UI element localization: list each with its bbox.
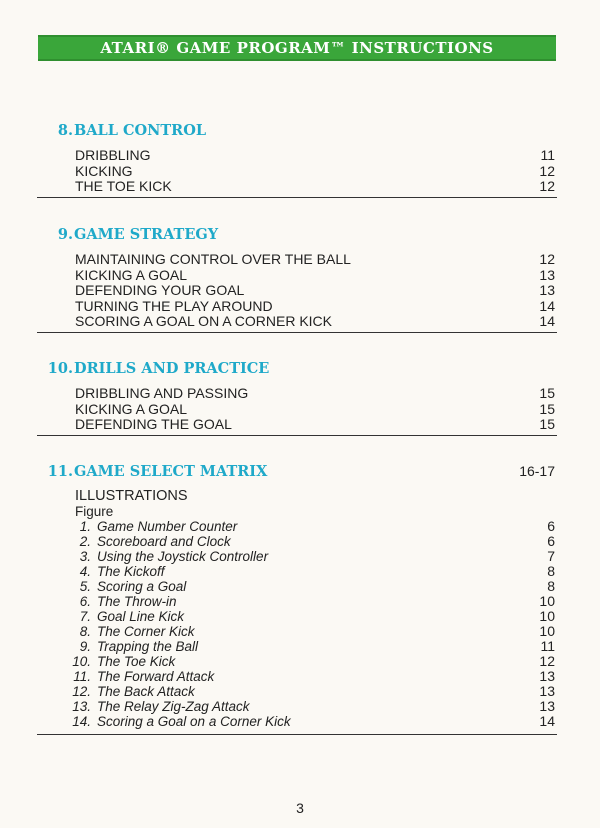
toc-label: KICKING A GOAL	[75, 400, 188, 417]
toc-label: DRIBBLING AND PASSING	[75, 385, 249, 401]
illustrations-heading: ILLUSTRATIONS	[75, 488, 188, 504]
figure-number: 4.	[79, 564, 91, 579]
figure-page: 11	[540, 638, 555, 654]
toc-row	[75, 417, 557, 433]
toc-page: 15	[539, 385, 555, 401]
figure-title: The Throw-in	[97, 594, 177, 609]
section-drills-and-practice	[37, 360, 557, 433]
figure-page: 10	[539, 593, 555, 609]
section-divider	[37, 332, 557, 333]
figure-label: Figure	[75, 504, 114, 519]
figure-number: 10.	[72, 654, 91, 669]
figure-page: 8	[547, 578, 555, 594]
toc-row	[75, 148, 557, 164]
figure-title: Scoring a Goal on a Corner Kick	[97, 714, 291, 729]
figure-page: 7	[547, 548, 555, 564]
section-number: 10.	[47, 360, 73, 377]
figure-row	[37, 669, 557, 684]
toc-page: 13	[539, 266, 555, 283]
figure-page: 6	[547, 533, 555, 549]
toc-row	[75, 252, 557, 268]
toc-label: TURNING THE PLAY AROUND	[75, 297, 273, 314]
section-divider	[37, 435, 557, 436]
header-title: ATARI® GAME PROGRAM™ INSTRUCTIONS	[100, 39, 494, 57]
figure-row	[37, 639, 557, 654]
figure-title: Scoring a Goal	[97, 579, 187, 594]
figure-number: 11.	[73, 669, 91, 684]
toc-page: 12	[539, 162, 555, 179]
figure-page: 10	[539, 608, 555, 624]
section-title: BALL CONTROL	[74, 122, 207, 139]
figure-title: The Corner Kick	[97, 624, 195, 639]
section-ball-control	[37, 122, 557, 195]
toc-row	[75, 386, 557, 402]
section-number: 11.	[47, 463, 73, 480]
figure-number: 8.	[79, 624, 91, 639]
section-heading	[37, 463, 557, 485]
figure-row	[37, 579, 557, 594]
figure-number: 1.	[79, 519, 91, 534]
figure-page: 13	[539, 668, 555, 684]
figure-page: 14	[539, 713, 555, 729]
section-page: 16-17	[519, 463, 555, 479]
figure-row	[37, 624, 557, 639]
section-divider	[37, 197, 557, 198]
figure-row	[37, 519, 557, 534]
toc-page: 14	[539, 313, 555, 329]
section-title: DRILLS AND PRACTICE	[74, 360, 270, 377]
figure-page: 13	[539, 683, 555, 699]
section-heading	[37, 226, 557, 248]
figure-title: Trapping the Ball	[97, 639, 199, 654]
toc-row	[75, 179, 557, 195]
header-banner	[38, 35, 556, 61]
figure-row	[37, 684, 557, 699]
figure-page: 8	[547, 563, 555, 579]
figure-number: 2.	[79, 534, 91, 549]
figure-page: 6	[547, 518, 555, 534]
toc-label: DRIBBLING	[75, 147, 151, 163]
toc-label: SCORING A GOAL ON A CORNER KICK	[75, 313, 332, 329]
figure-title: The Kickoff	[97, 564, 165, 579]
toc-label: KICKING	[75, 162, 133, 179]
toc-row	[75, 283, 557, 299]
figure-row	[37, 714, 557, 729]
figure-number: 13.	[72, 699, 91, 714]
figure-page: 10	[539, 623, 555, 639]
figure-row	[37, 534, 557, 549]
toc-row	[75, 402, 557, 418]
figure-number: 7.	[79, 609, 91, 624]
section-number: 9.	[57, 226, 73, 243]
section-heading	[37, 122, 557, 144]
toc-page: 11	[540, 147, 555, 163]
figure-number: 9.	[79, 639, 91, 654]
toc-label: DEFENDING THE GOAL	[75, 416, 232, 432]
toc-page: 15	[539, 416, 555, 432]
toc-label: KICKING A GOAL	[75, 266, 188, 283]
section-game-select-matrix	[37, 463, 557, 729]
figure-list	[37, 519, 557, 729]
figure-title: The Toe Kick	[97, 654, 176, 669]
figure-row	[37, 564, 557, 579]
figure-title: Game Number Counter	[97, 519, 238, 534]
toc-label: DEFENDING YOUR GOAL	[75, 282, 245, 298]
figure-row	[37, 654, 557, 669]
section-number: 8.	[57, 122, 73, 139]
section-heading	[37, 360, 557, 382]
figure-title: The Forward Attack	[97, 669, 215, 684]
figure-number: 3.	[79, 549, 91, 564]
toc-label: MAINTAINING CONTROL OVER THE BALL	[75, 251, 351, 267]
figure-title: Goal Line Kick	[97, 609, 185, 624]
figure-page: 13	[539, 698, 555, 714]
toc-page: 12	[539, 178, 555, 194]
section-game-strategy	[37, 226, 557, 330]
figure-number: 5.	[79, 579, 91, 594]
section-title: GAME SELECT MATRIX	[74, 463, 268, 480]
figure-number: 6.	[79, 594, 91, 609]
figure-title: Using the Joystick Controller	[97, 549, 269, 564]
figure-number: 14.	[72, 714, 91, 729]
toc-page: 13	[539, 282, 555, 298]
figure-title: The Back Attack	[97, 684, 195, 699]
toc-row	[75, 299, 557, 315]
toc-row	[75, 314, 557, 330]
figure-number: 12.	[72, 684, 91, 699]
section-divider	[37, 734, 557, 735]
toc-page: 12	[539, 251, 555, 267]
figure-row	[37, 699, 557, 714]
toc-row	[75, 164, 557, 180]
toc-label: THE TOE KICK	[75, 178, 172, 194]
figure-title: Scoreboard and Clock	[97, 534, 231, 549]
toc-page: 15	[539, 400, 555, 417]
figure-title: The Relay Zig-Zag Attack	[97, 699, 250, 714]
figure-row	[37, 594, 557, 609]
figure-page: 12	[539, 653, 555, 669]
section-title: GAME STRATEGY	[74, 226, 219, 243]
figure-row	[37, 609, 557, 624]
toc-page: 14	[539, 297, 555, 314]
page-number: 3	[296, 800, 304, 816]
toc-row	[75, 268, 557, 284]
figure-row	[37, 549, 557, 564]
